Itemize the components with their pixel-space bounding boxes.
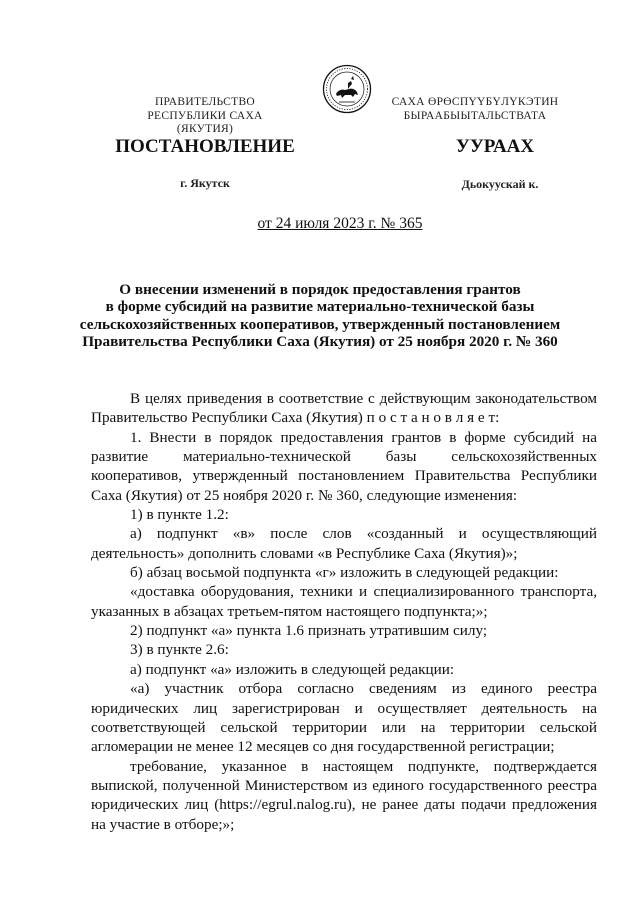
body-paragraph: 1. Внести в порядок предоставления грантов в форме субсидий на развитие материально-технической базы сельскохозяйственных кооперативов, утвержденный постановлением Правительства Республики Саха (Якутия) от 25 ноября 2020 г. № 360, следующие изменения: [91,428,597,504]
heading-line: в форме субсидий на развитие материально-технической базы [105,298,535,316]
org-name-ru [120,96,290,137]
city-sah: Дьокуускай к. [461,177,539,191]
body-paragraph: «а) участник отбора согласно сведениям из единого реестра юридических лиц зарегистрирован и осуществляет деятельность на соответствующей сельской территории или на территории сельской агломерации не менее 12 месяцев со дня государственной регистрации; [91,680,597,756]
document-body [91,389,597,834]
body-paragraph: а) подпункт «в» после слов «созданный и осуществляющий деятельность» дополнить словами «в Республике Саха (Якутия)»; [91,525,597,562]
body-paragraph: 1) в пункте 1.2: [130,506,229,524]
heading-line: О внесении изменений в порядок предоставления грантов [119,281,521,298]
org-name-sah-line2: БЫРААБЫЫТАЛЬСТВАТА [403,109,547,122]
doc-type-ru: ПОСТАНОВЛЕНИЕ [115,136,295,157]
body-paragraph: «доставка оборудования, техники и специализированного транспорта, указанных в абзацах третьем-пятом настоящего подпункта;»; [91,583,597,620]
body-paragraph: б) абзац восьмой подпункта «г» изложить в следующей редакции: [130,564,559,582]
body-paragraph: а) подпункт «а» изложить в следующей редакции: [130,660,455,678]
body-paragraph: 2) подпункт «а» пункта 1.6 признать утратившим силу; [130,622,488,640]
heading-line: сельскохозяйственных кооперативов, утвержденный постановлением [79,315,561,333]
body-paragraph: В целях приведения в соответствие с действующим законодательством Правительство Республики Саха (Якутия) п о с т а н о в л я е т: [91,390,597,427]
doc-type-sah: УУРААХ [455,136,535,157]
org-name-ru-line2: РЕСПУБЛИКИ САХА (ЯКУТИЯ) [147,109,263,135]
city-ru: г. Якутск [180,176,230,190]
republic-emblem-icon [322,64,372,114]
document-heading [70,281,570,351]
org-name-sah [380,96,570,123]
body-paragraph: 3) в пункте 2.6: [130,641,229,659]
document-date-text: от 24 июля 2023 г. № 365 [257,215,423,232]
org-name-sah-line1: САХА ӨРӨСПҮҮБҮЛҮКЭТИН [391,96,559,108]
document-date [150,215,530,233]
body-paragraph: требование, указанное в настоящем подпункте, подтверждается выпиской, полученной Министерством из единого государственного реестра юридических лиц (https://egrul.nalog.ru), не ранее даты подачи предложения на участие в отборе;»; [91,757,597,833]
heading-line: Правительства Республики Саха (Якутия) от 25 ноября 2020 г. № 360 [82,333,558,351]
org-name-ru-line1: ПРАВИТЕЛЬСТВО [154,96,256,108]
